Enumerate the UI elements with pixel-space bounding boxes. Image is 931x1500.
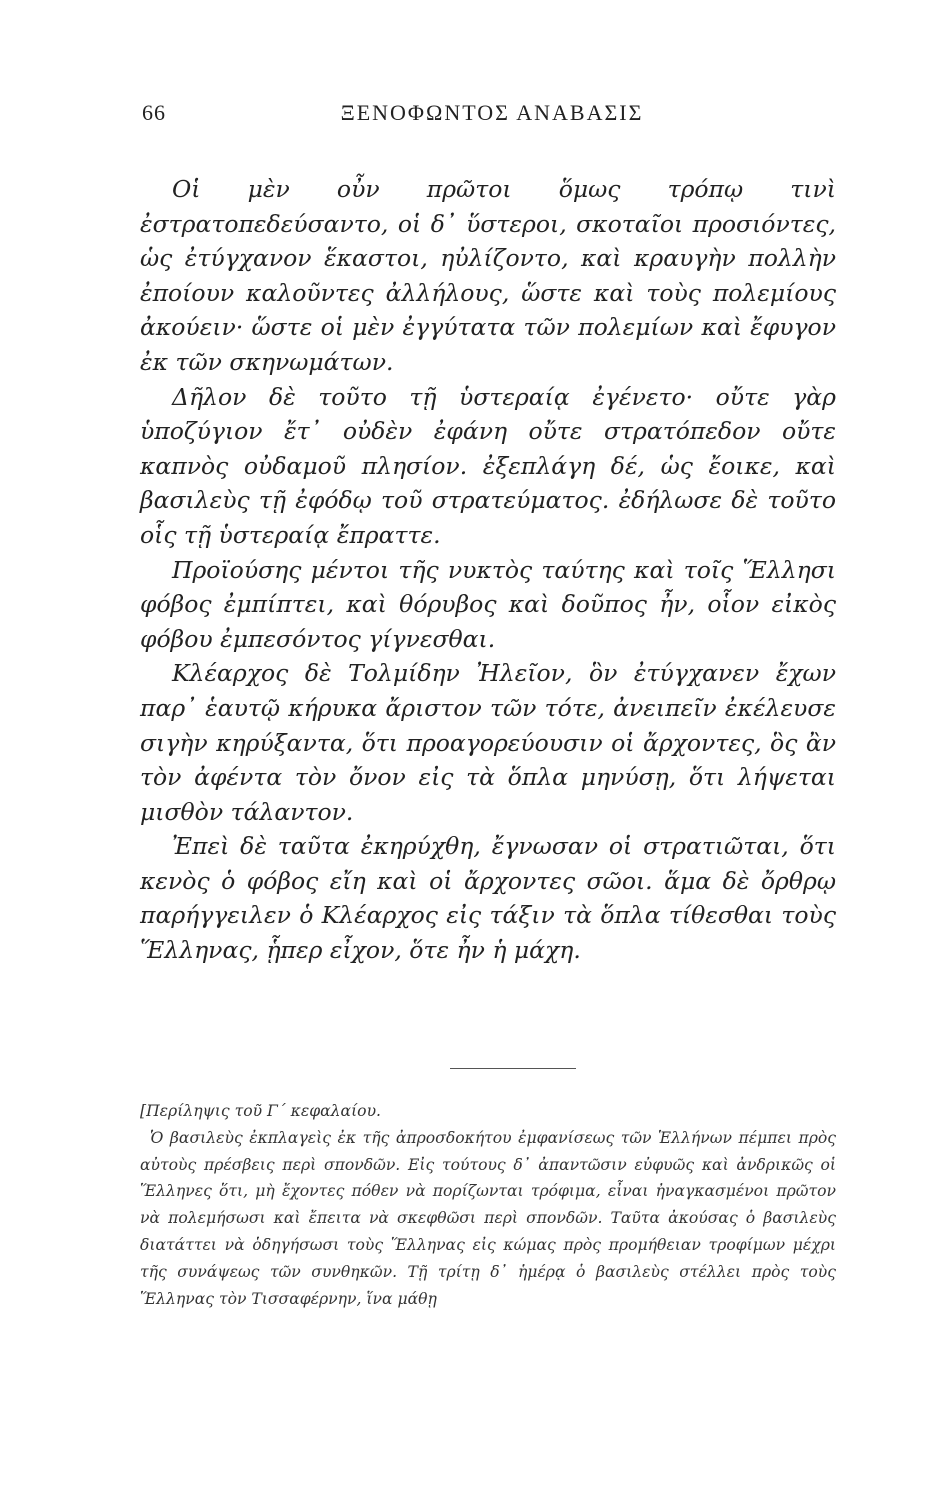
paragraph: Προϊούσης μέντοι τῆς νυκτὸς ταύτης καὶ τοῖς Ἕλλησι φόβος ἐμπίπτει, καὶ θόρυβος καὶ δοῦπος ἦν, οἷον εἰκὸς φόβου ἐμπεσόντος γίγνεσθαι. bbox=[140, 555, 836, 653]
summary-text: Ὁ βασιλεὺς ἐκπλαγεὶς ἐκ τῆς ἀπροσδοκήτου ἐμφανίσεως τῶν Ἑλλήνων πέμπει πρὸς αὐτοὺς πρέσβεις περὶ σπονδῶν. Εἰς τούτους δ᾽ ἀπαντῶσιν εὐφυῶς καὶ ἀνδρικῶς οἱ Ἕλληνες ὅτι, μὴ ἔχοντες πόθεν νὰ πορίζωνται τρόφιμα, εἶναι ἠναγκασμένοι πρῶτον νὰ πολεμήσωσι καὶ ἔπειτα νὰ σκεφθῶσι περὶ σπονδῶν. Ταῦτα ἀκούσας ὁ βασιλεὺς διατάττει νὰ ὁδηγήσωσι τοὺς Ἕλληνας εἰς κώμας πρὸς προμήθειαν τροφίμων μέχρι τῆς συνάψεως τῶν συνθηκῶν. Τῇ τρίτῃ δ᾽ ἡμέρᾳ ὁ βασιλεὺς στέλλει πρὸς τοὺς Ἕλληνας τὸν Τισσαφέρνην, ἵνα μάθῃ bbox=[140, 1128, 836, 1308]
page-number: 66 bbox=[142, 100, 166, 125]
summary-title: [Περίληψις τοῦ Γ´ κεφαλαίου. bbox=[140, 1102, 382, 1120]
paragraph: Κλέαρχος δὲ Τολμίδην Ἠλεῖον, ὃν ἐτύγχανεν ἔχων παρ᾽ ἑαυτῷ κήρυκα ἄριστον τῶν τότε, ἀνειπεῖν ἐκέλευσε σιγὴν κηρύξαντα, ὅτι προαγορεύουσιν οἱ ἄρχοντες, ὃς ἂν τὸν ἀφέντα τὸν ὄνον εἰς τὰ ὅπλα μηνύσῃ, ὅτι λήψεται μισθὸν τάλαντον. bbox=[140, 659, 836, 826]
page-header bbox=[142, 100, 842, 130]
chapter-summary bbox=[140, 1098, 836, 1312]
paragraph: Οἱ μὲν οὖν πρῶτοι ὅμως τρόπῳ τινὶ ἐστρατοπεδεύσαντο, οἱ δ᾽ ὕστεροι, σκοταῖοι προσιόντες, ὡς ἐτύγχανον ἕκαστοι, ηὐλίζοντο, καὶ κραυγὴν πολλὴν ἐποίουν καλοῦντες ἀλλήλους, ὥστε καὶ τοὺς πολεμίους ἀκούειν· ὥστε οἱ μὲν ἐγγύτατα τῶν πολεμίων καὶ ἔφυγον ἐκ τῶν σκηνωμάτων. bbox=[140, 175, 836, 376]
main-text bbox=[140, 172, 836, 968]
paragraph: Ἐπεὶ δὲ ταῦτα ἐκηρύχθη, ἔγνωσαν οἱ στρατιῶται, ὅτι κενὸς ὁ φόβος εἴη καὶ οἱ ἄρχοντες σῶοι. ἅμα δὲ ὄρθρῳ παρήγγειλεν ὁ Κλέαρχος εἰς τάξιν τὰ ὅπλα τίθεσθαι τοὺς Ἕλληνας, ᾗπερ εἶχον, ὅτε ἦν ἡ μάχη. bbox=[140, 832, 836, 965]
running-head: ΞΕΝΟΦΩΝΤΟΣ ΑΝΑΒΑΣΙΣ bbox=[340, 100, 644, 125]
section-divider bbox=[450, 1068, 576, 1069]
paragraph: Δῆλον δὲ τοῦτο τῇ ὑστεραίᾳ ἐγένετο· οὔτε γὰρ ὑποζύγιον ἔτ᾽ οὐδὲν ἐφάνη οὔτε στρατόπεδον οὔτε καπνὸς οὐδαμοῦ πλησίον. ἐξεπλάγη δέ, ὡς ἔοικε, καὶ βασιλεὺς τῇ ἐφόδῳ τοῦ στρατεύματος. ἐδήλωσε δὲ τοῦτο οἷς τῇ ὑστεραίᾳ ἔπραττε. bbox=[140, 382, 836, 549]
